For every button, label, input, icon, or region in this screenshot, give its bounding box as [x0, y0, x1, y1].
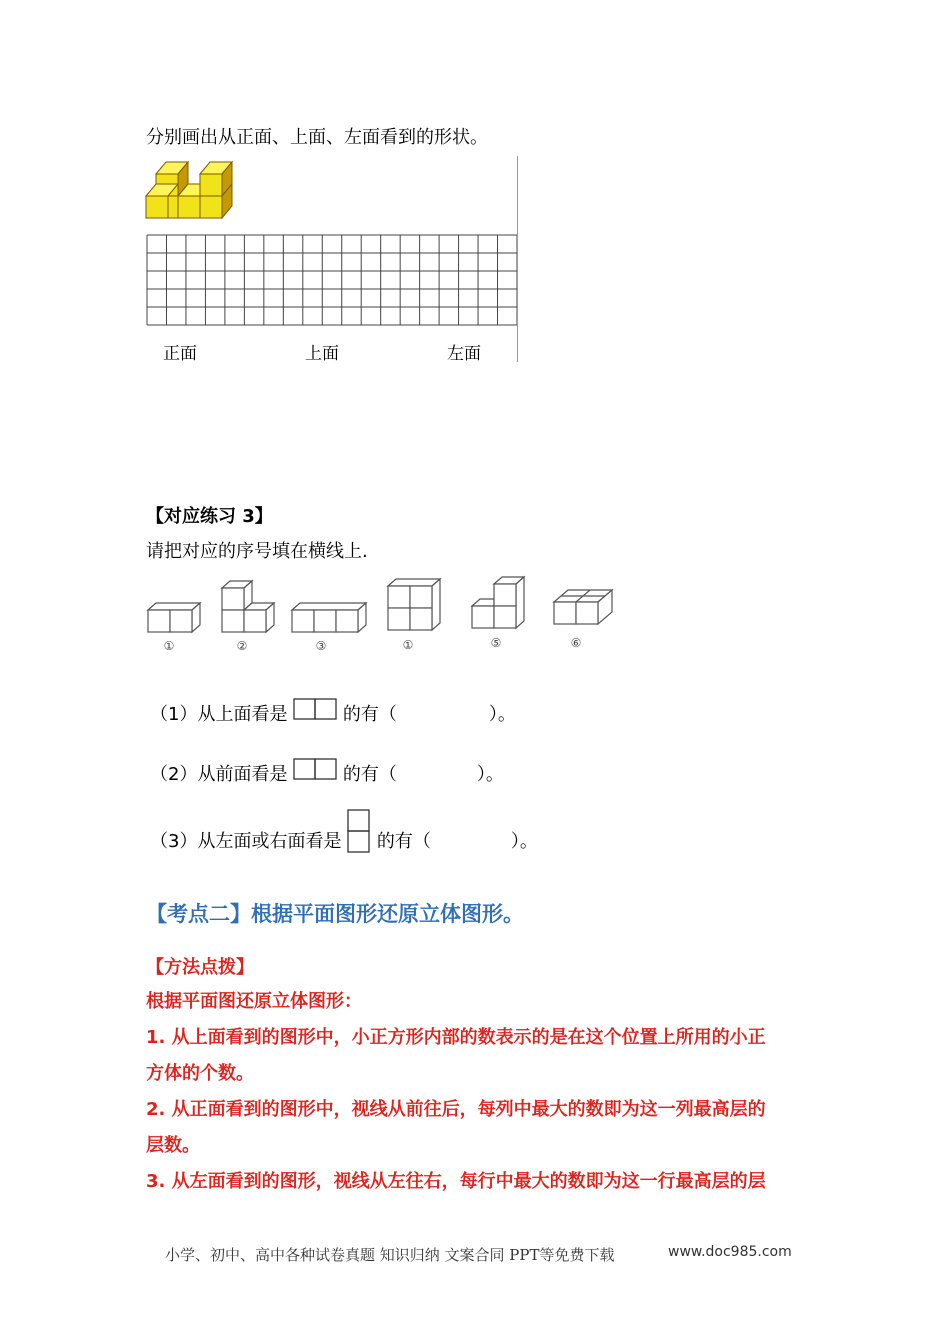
method-line-1: 1. 从上面看到的图形中，小正方形内部的数表示的是在这个位置上所用的小正 — [146, 1027, 766, 1048]
drawing-grid[interactable] — [146, 234, 518, 326]
grid-divider — [517, 156, 518, 362]
q-2-suffix: 的有（ — [342, 764, 397, 785]
cube-shapes-figure — [144, 572, 624, 656]
label-front: 正面 — [163, 344, 197, 364]
method-line-2: 方体的个数。 — [146, 1063, 254, 1084]
practice3-instruction: 请把对应的序号填在横线上. — [146, 541, 368, 562]
q-2-close: ）。 — [476, 764, 504, 785]
practice3-heading: 【对应练习 3】 — [146, 506, 273, 527]
method-title: 根据平面图还原立体图形： — [146, 991, 362, 1012]
shape-num-2: ② — [236, 639, 248, 653]
method-line-5: 3. 从左面看到的图形，视线从左往右，每行中最大的数即为这一行最高层的层 — [146, 1171, 766, 1192]
question-3 — [150, 830, 538, 854]
method-line-4: 层数。 — [146, 1135, 200, 1156]
label-left: 左面 — [447, 344, 481, 364]
q1-instruction: 分别画出从正面、上面、左面看到的形状。 — [146, 127, 488, 148]
section2-title: 【考点二】根据平面图形还原立体图形。 — [146, 902, 524, 926]
question-1 — [150, 698, 516, 727]
shape-num-5: ⑤ — [490, 636, 502, 650]
shape-3 — [292, 603, 366, 632]
q-3-prefix: （3）从左面或右面看是 — [150, 831, 342, 852]
question-2 — [150, 758, 504, 787]
shape-num-1: ① — [163, 639, 175, 653]
shape-4 — [388, 579, 440, 630]
method-line-3: 2. 从正面看到的图形中，视线从前往后，每列中最大的数即为这一列最高层的 — [146, 1099, 766, 1120]
q-1-suffix: 的有（ — [342, 704, 397, 725]
shape-6 — [554, 590, 612, 624]
footer-url[interactable]: www.doc985.com — [668, 1244, 792, 1260]
q-3-suffix: 的有（ — [376, 831, 431, 852]
shape-num-3: ③ — [315, 639, 327, 653]
label-top: 上面 — [305, 344, 339, 364]
two-squares-horizontal-icon — [293, 698, 337, 722]
shape-2 — [222, 581, 274, 632]
yellow-cubes-figure — [144, 158, 244, 224]
footer-text: 小学、初中、高中各种试卷真题 知识归纳 文案合同 PPT等免费下载 — [165, 1246, 615, 1264]
q-3-close: ）。 — [510, 831, 538, 852]
shape-1 — [148, 603, 200, 632]
q-1-prefix: （1）从上面看是 — [150, 704, 288, 725]
two-squares-vertical-icon — [347, 809, 371, 853]
shape-5 — [472, 577, 524, 628]
method-heading: 【方法点拨】 — [146, 957, 254, 978]
shape-num-6: ⑥ — [570, 636, 582, 650]
two-squares-horizontal-icon — [293, 758, 337, 782]
shape-num-4: ① — [402, 638, 414, 652]
q-2-prefix: （2）从前面看是 — [150, 764, 288, 785]
q-1-close: ）。 — [488, 704, 516, 725]
